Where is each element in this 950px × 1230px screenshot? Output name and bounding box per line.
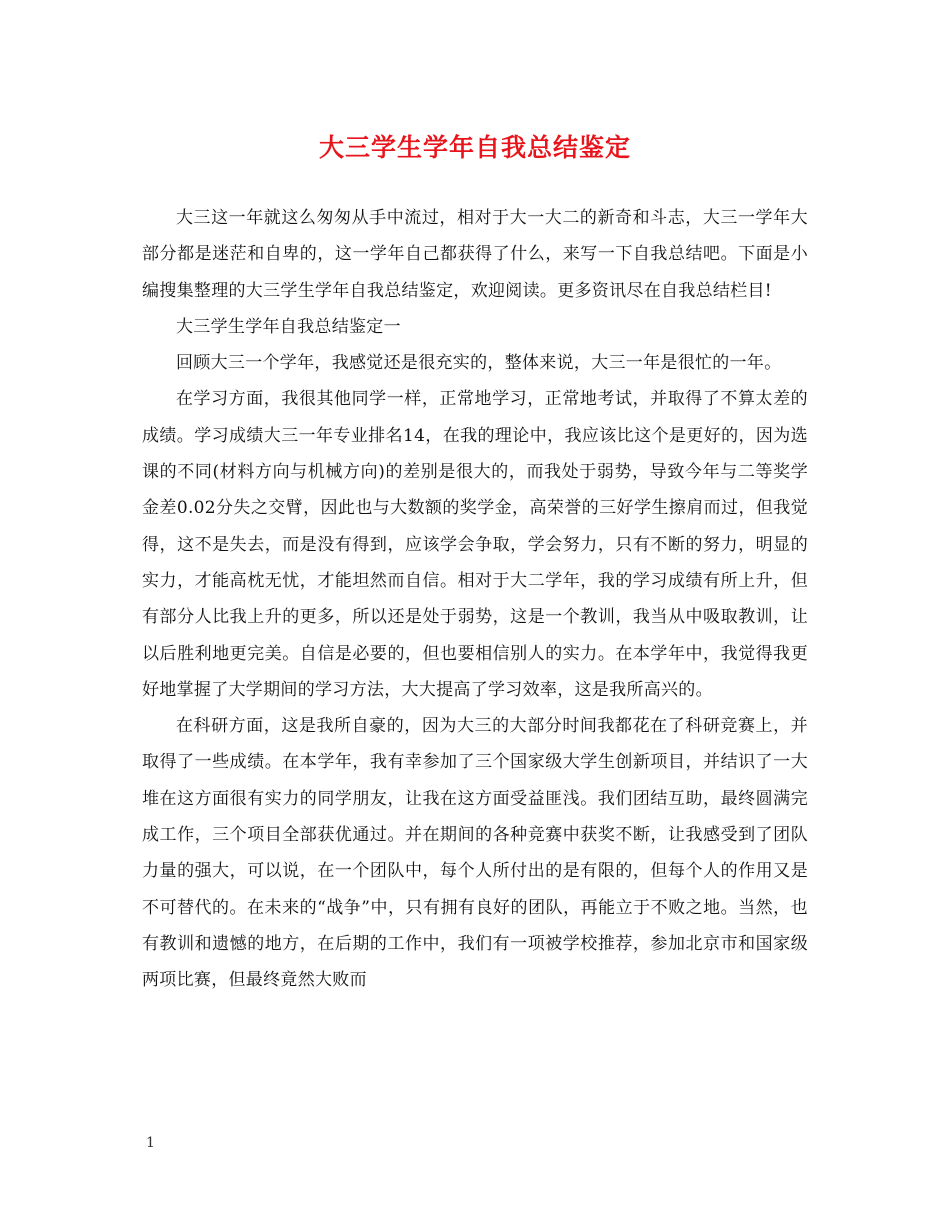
paragraph-review: 回顾大三一个学年，我感觉还是很充实的，整体来说，大三一年是很忙的一年。 [176,353,782,374]
paragraph-research: 在科研方面，这是我所自豪的，因为大三的大部分时间我都花在了科研竞赛上，并取得了一些成绩。在本学年，我有幸参加了三个国家级大学生创新项目，并结识了一大堆在这方面很有实力的同学朋友，让我在这方面受益匪浅。我们团结互助，最终圆满完成工作，三个项目全部获优通过。并在期间的各种竞赛中获奖不断，让我感受到了团队力量的强大，可以说，在一个团队中，每个人所付出的是有限的，但每个人的作用又是不可替代的。在未来的“战争”中，只有拥有良好的团队，再能立于不败之地。当然，也有教训和遗憾的地方，在后期的工作中，我们有一项被学校推荐，参加北京市和国家级两项比赛，但最终竟然大败而 [142,716,808,991]
paragraph-section-heading: 大三学生学年自我总结鉴定一 [176,316,401,337]
paragraph-study: 在学习方面，我很其他同学一样，正常地学习，正常地考试，并取得了不算太差的成绩。学习成绩大三一年专业排名14，在我的理论中，我应该比这个是更好的，因为选课的不同(材料方向与机械方向)的差别是很大的，而我处于弱势，导致今年与二等奖学金差0.02分失之交臂，因此也与大数额的奖学金，高荣誉的三好学生擦肩而过，但我觉得，这不是失去，而是没有得到，应该学会争取，学会努力，只有不断的努力，明显的实力，才能高枕无忧，才能坦然而自信。相对于大二学年，我的学习成绩有所上升，但有部分人比我上升的更多，所以还是处于弱势，这是一个教训，我当从中吸取教训，让以后胜利地更完美。自信是必要的，但也要相信别人的实力。在本学年中，我觉得我更好地掌握了大学期间的学习方法，大大提高了学习效率，这是我所高兴的。 [142,389,808,700]
paragraph-intro: 大三这一年就这么匆匆从手中流过，相对于大一大二的新奇和斗志，大三一学年大部分都是迷茫和自卑的，这一学年自己都获得了什么，来写一下自我总结吧。下面是小编搜集整理的大三学生学年自我总结鉴定，欢迎阅读。更多资讯尽在自我总结栏目! [142,208,808,301]
page-number: 1 [146,1135,155,1151]
document-body [142,200,808,999]
document-title: 大三学生学年自我总结鉴定 [318,133,631,162]
